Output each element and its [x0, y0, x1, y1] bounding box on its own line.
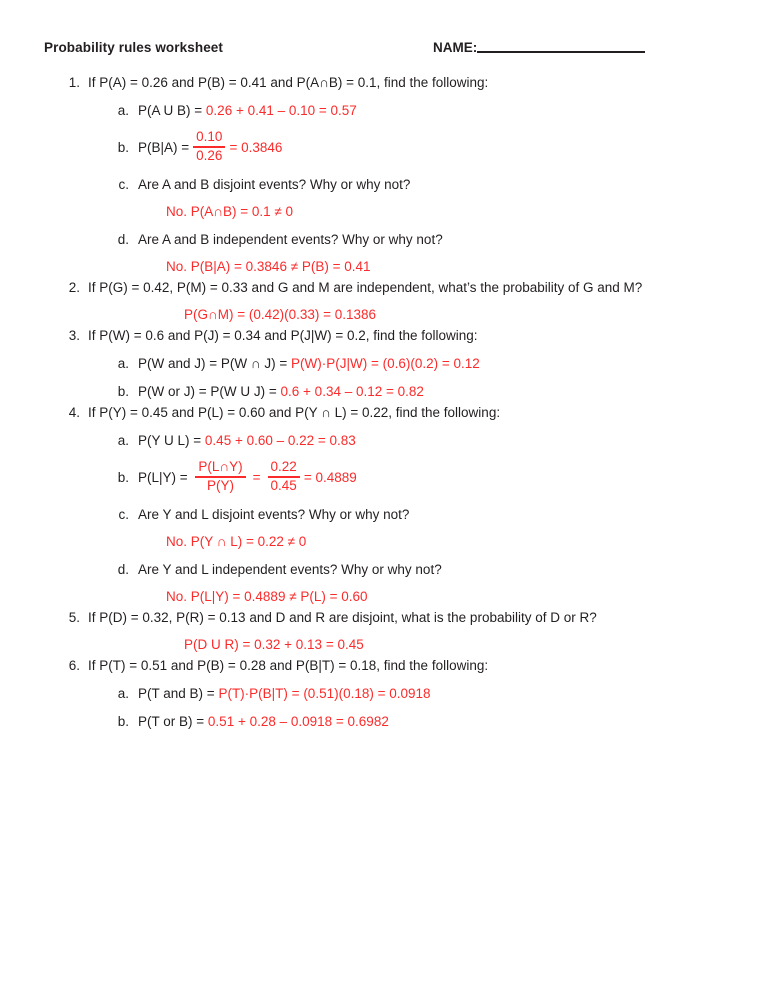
sub-item-a: [44, 356, 724, 371]
sub-item-body: [138, 384, 724, 399]
sub-item-prompt: P(Y U L) =: [138, 433, 202, 449]
sub-item-d: [44, 562, 724, 604]
equals-sign: =: [252, 470, 261, 486]
question-prompt-line: [44, 658, 724, 673]
name-input-rule[interactable]: [477, 51, 645, 53]
fraction: [193, 130, 225, 163]
sub-item-answer: 0.6 + 0.34 – 0.12 = 0.82: [280, 384, 424, 400]
sub-item-letter: c.: [118, 177, 129, 193]
sub-item-line: [44, 356, 724, 371]
fraction-numerator: P(L∩Y): [198, 459, 243, 475]
sub-item-c: [44, 177, 724, 219]
sub-item-a: [44, 433, 724, 448]
sub-item-line: [44, 177, 724, 192]
sub-item-list: [44, 433, 724, 604]
sub-item-letter: b.: [117, 470, 129, 486]
sub-item-prompt: P(W and J) = P(W ∩ J) =: [138, 356, 288, 372]
sub-item-letter: b.: [117, 140, 129, 156]
sub-item-letter: b.: [117, 384, 129, 400]
sub-item-b: [44, 131, 724, 164]
fraction: [195, 460, 245, 493]
sub-item-letter: a.: [117, 433, 129, 449]
spacer: [188, 470, 192, 485]
question-1: [44, 75, 724, 274]
sub-item-answer: No. P(Y ∩ L) = 0.22 ≠ 0: [166, 534, 307, 550]
sub-item-answer: P(T)·P(B|T) = (0.51)(0.18) = 0.0918: [218, 686, 431, 702]
sub-item-prompt: P(B|A) =: [138, 140, 190, 156]
sub-item-d: [44, 232, 724, 274]
question-3: [44, 328, 724, 399]
question-prompt: If P(G) = 0.42, P(M) = 0.33 and G and M are independent, what’s the probability of G and M?: [88, 280, 643, 296]
sub-item-b: [44, 714, 724, 729]
sub-item-line: [44, 714, 724, 729]
sub-item-prompt: P(T or B) =: [138, 714, 205, 730]
sub-item-prompt: P(A U B) =: [138, 103, 203, 118]
sub-item-answer-tail: = 0.4889: [303, 470, 357, 486]
question-number: 5.: [68, 610, 80, 626]
sub-item-line: [44, 384, 724, 399]
question-prompt: If P(W) = 0.6 and P(J) = 0.34 and P(J|W) = 0.2, find the following:: [88, 328, 478, 344]
sub-item-a: [44, 103, 724, 118]
fraction-denominator: 0.26: [196, 147, 223, 163]
question-number: 2.: [68, 280, 80, 296]
sub-item-line: [44, 433, 724, 448]
sub-item-body: [138, 714, 724, 729]
sub-item-letter: a.: [117, 686, 129, 702]
question-answer: P(G∩M) = (0.42)(0.33) = 0.1386: [184, 307, 377, 323]
sub-item-prompt: Are A and B independent events? Why or why not?: [138, 232, 443, 248]
fraction-denominator: 0.45: [270, 477, 297, 493]
sub-item-prompt: Are Y and L disjoint events? Why or why not?: [138, 507, 410, 523]
sub-item-b: [44, 384, 724, 399]
fraction-denominator: P(Y): [207, 477, 235, 493]
sub-item-answer: No. P(B|A) = 0.3846 ≠ P(B) = 0.41: [166, 259, 371, 275]
question-answer: P(D U R) = 0.32 + 0.13 = 0.45: [184, 637, 364, 653]
sub-item-b: [44, 461, 724, 494]
fraction: [268, 460, 300, 493]
sub-item-body: [138, 433, 724, 448]
fraction-numerator: 0.10: [196, 129, 223, 144]
sub-item-prompt: P(W or J) = P(W U J) =: [138, 384, 277, 400]
sub-item-prompt: P(T and B) =: [138, 686, 215, 702]
sub-item-line: [44, 131, 724, 164]
sub-item-line: [44, 686, 724, 701]
sub-item-answer: 0.45 + 0.60 – 0.22 = 0.83: [204, 433, 356, 449]
sub-item-body: [138, 562, 724, 577]
sub-item-c: [44, 507, 724, 549]
question-number: 4.: [68, 405, 80, 421]
question-prompt-line: [44, 328, 724, 343]
sub-item-body: [138, 507, 724, 522]
sub-item-letter: d.: [117, 232, 129, 248]
sub-item-answer: No. P(L|Y) = 0.4889 ≠ P(L) = 0.60: [166, 589, 368, 605]
question-number: 3.: [68, 328, 80, 344]
sub-item-a: [44, 686, 724, 701]
question-prompt: If P(T) = 0.51 and P(B) = 0.28 and P(B|T) = 0.18, find the following:: [88, 658, 489, 674]
sub-item-body: [138, 232, 724, 247]
sub-item-list: [44, 103, 724, 274]
sub-item-body: [138, 356, 724, 371]
question-prompt: If P(A) = 0.26 and P(B) = 0.41 and P(A∩B) = 0.1, find the following:: [88, 75, 489, 90]
question-prompt-line: [44, 610, 724, 625]
sub-item-letter: b.: [117, 714, 129, 730]
name-label: NAME:: [433, 40, 478, 55]
sub-item-letter: c.: [118, 507, 129, 523]
sub-item-list: [44, 356, 724, 399]
question-number: 1.: [68, 75, 80, 90]
sub-item-line: [44, 103, 724, 118]
question-prompt-line: [44, 405, 724, 420]
sub-item-answer: 0.51 + 0.28 – 0.0918 = 0.6982: [207, 714, 389, 730]
sub-item-letter: a.: [117, 356, 129, 372]
question-4: [44, 405, 724, 604]
sub-item-line: [44, 461, 724, 494]
fraction-numerator: 0.22: [270, 459, 297, 475]
question-prompt: If P(Y) = 0.45 and P(L) = 0.60 and P(Y ∩ L) = 0.22, find the following:: [88, 405, 501, 421]
question-number: 6.: [68, 658, 80, 674]
sub-item-letter: a.: [117, 103, 129, 118]
sub-item-list: [44, 686, 724, 729]
sub-item-body: [138, 177, 724, 192]
question-prompt-line: [44, 75, 724, 90]
question-5: [44, 610, 724, 652]
question-prompt-line: [44, 280, 724, 295]
sub-item-letter: d.: [117, 562, 129, 578]
sub-item-answer: P(W)·P(J|W) = (0.6)(0.2) = 0.12: [291, 356, 480, 372]
page-title: Probability rules worksheet: [44, 40, 224, 55]
question-2: [44, 280, 724, 322]
sub-item-line: [44, 562, 724, 577]
sub-item-body: [138, 461, 724, 494]
sub-item-prompt: Are Y and L independent events? Why or why not?: [138, 562, 442, 578]
sub-item-body: [138, 103, 724, 118]
sub-item-body: [138, 686, 724, 701]
question-prompt: If P(D) = 0.32, P(R) = 0.13 and D and R are disjoint, what is the probability of D or R?: [88, 610, 597, 626]
sub-item-line: [44, 507, 724, 522]
question-list: [44, 75, 724, 729]
sub-item-line: [44, 232, 724, 247]
sub-item-answer-tail: = 0.3846: [229, 140, 283, 156]
sub-item-prompt: Are A and B disjoint events? Why or why not?: [138, 177, 411, 193]
page-header: [44, 40, 724, 55]
name-field-block: [433, 40, 645, 55]
sub-item-body: [138, 131, 724, 164]
question-6: [44, 658, 724, 729]
sub-item-prompt: P(L|Y) =: [138, 470, 188, 486]
sub-item-answer: 0.26 + 0.41 – 0.10 = 0.57: [205, 103, 357, 118]
sub-item-answer: No. P(A∩B) = 0.1 ≠ 0: [166, 204, 294, 220]
